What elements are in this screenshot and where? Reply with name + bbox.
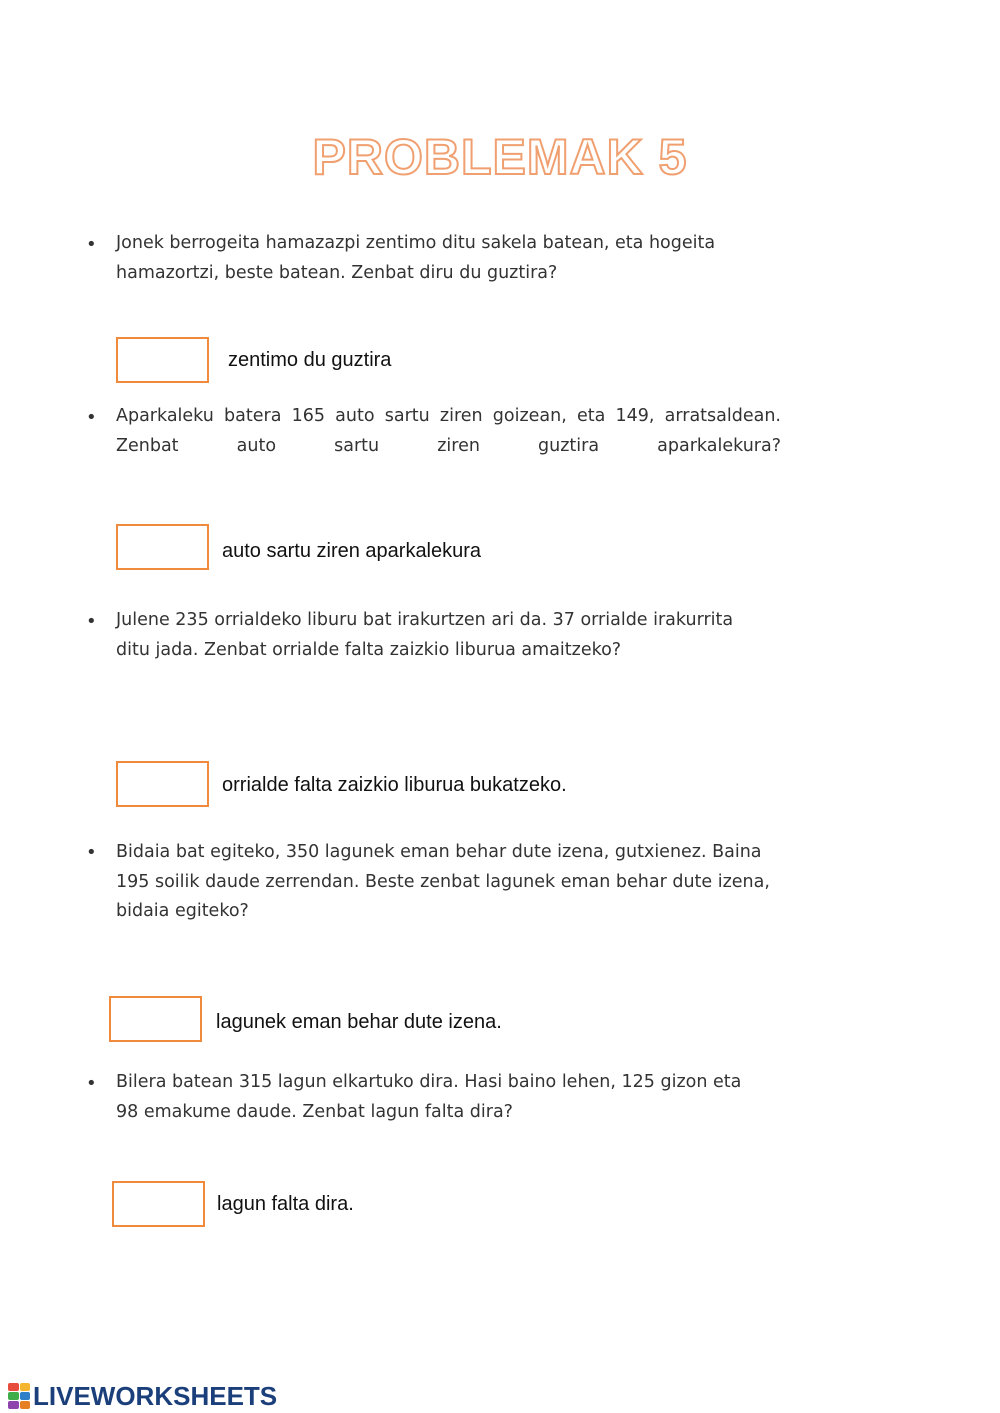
problem-4-question: Bidaia bat egiteko, 350 lagunek eman behar dute izena, gutxienez. Baina 195 soilik daude zerrendan. Beste zenbat lagunek eman behar dute izena, bidaia egiteko?: [116, 842, 770, 921]
liveworksheets-logo[interactable]: [8, 1380, 277, 1412]
problem-4-answer-input[interactable]: [109, 996, 202, 1042]
problem-2-question: Aparkaleku batera 165 auto sartu ziren goizean, eta 149, arratsaldean. Zenbat auto sartu ziren guztira aparkalekura?: [116, 406, 781, 456]
bullet: •: [86, 234, 97, 255]
problem-2-answer-label: auto sartu ziren aparkalekura: [222, 540, 482, 562]
bullet: •: [86, 407, 97, 428]
problem-1-answer-label: zentimo du guztira: [228, 349, 392, 371]
problem-4-answer-label: lagunek eman behar dute izena.: [216, 1011, 502, 1033]
problem-1-question: Jonek berrogeita hamazazpi zentimo ditu sakela batean, eta hogeita hamazortzi, beste batean. Zenbat diru du guztira?: [116, 233, 716, 283]
bullet: •: [86, 611, 97, 632]
problem-5-answer-label: lagun falta dira.: [217, 1193, 354, 1215]
bullet: •: [86, 842, 97, 863]
problem-3-answer-label: orrialde falta zaizkio liburua bukatzeko.: [222, 774, 567, 796]
problem-3-question: Julene 235 orrialdeko liburu bat irakurtzen ari da. 37 orrialde irakurrita ditu jada. Zenbat orrialde falta zaizkio liburua amaitzeko?: [116, 610, 734, 660]
logo-text: LIVEWORKSHEETS: [33, 1380, 278, 1411]
problem-1-answer-input[interactable]: [116, 337, 209, 383]
problem-2-answer-input[interactable]: [116, 524, 209, 570]
problem-5-question: Bilera batean 315 lagun elkartuko dira. Hasi baino lehen, 125 gizon eta 98 emakume daude. Zenbat lagun falta dira?: [116, 1072, 742, 1122]
page-title: PROBLEMAK 5: [312, 129, 688, 185]
liveworksheets-logo-icon: [8, 1383, 30, 1409]
problem-3-answer-input[interactable]: [116, 761, 209, 807]
problem-5-answer-input[interactable]: [112, 1181, 205, 1227]
bullet: •: [86, 1073, 97, 1094]
